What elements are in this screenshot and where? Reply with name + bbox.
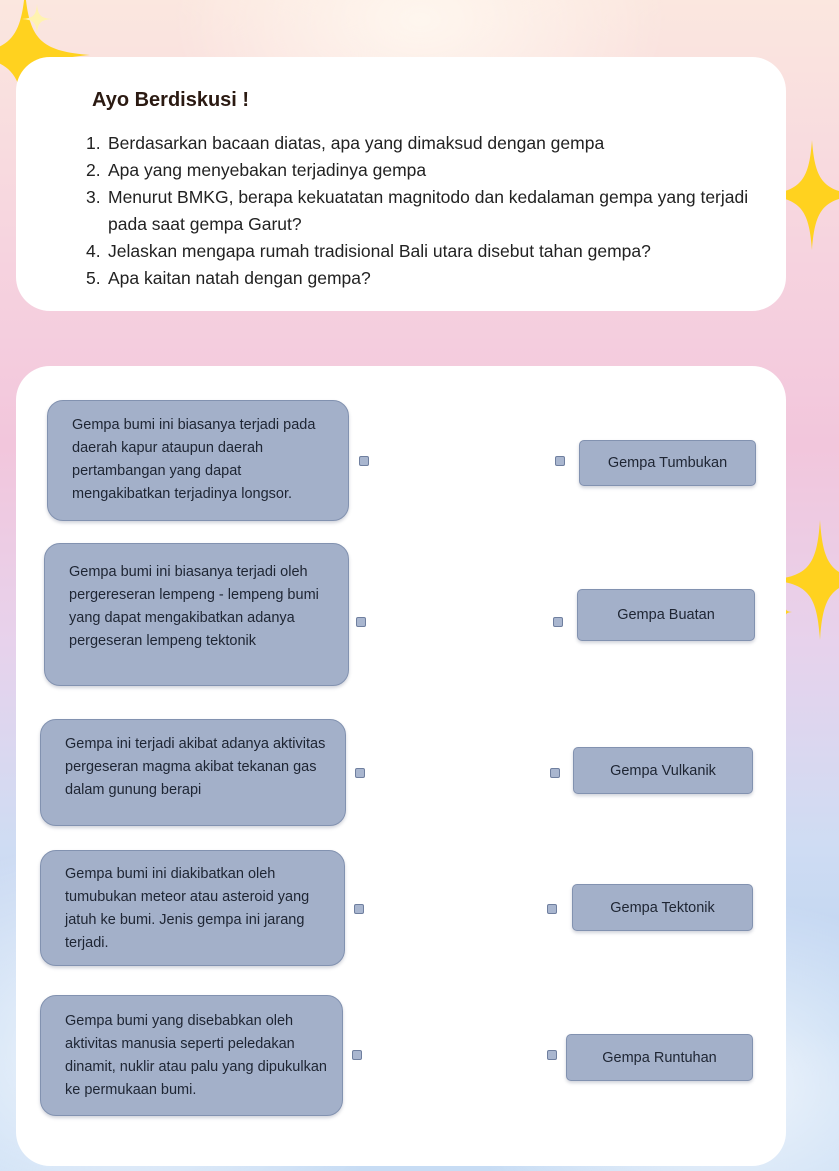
discussion-title: Ayo Berdiskusi ! [92, 89, 250, 111]
question-card [16, 57, 786, 311]
answer-box: Gempa Vulkanik [573, 747, 753, 794]
connector-dot-left[interactable] [359, 456, 369, 466]
question-item: 2. Apa yang menyebakan terjadinya gempa [86, 160, 427, 180]
connector-dot-left[interactable] [355, 768, 365, 778]
connector-dot-left[interactable] [352, 1050, 362, 1060]
connector-dot-left[interactable] [354, 904, 364, 914]
answer-box: Gempa Tumbukan [579, 440, 756, 486]
connector-dot-right[interactable] [547, 1050, 557, 1060]
question-item: 3. Menurut BMKG, berapa kekuatatan magnitodo dan kedalaman gempa yang terjadi pada saat gempa Garut? [86, 187, 749, 234]
question-list [86, 130, 766, 292]
connector-dot-right[interactable] [547, 904, 557, 914]
connector-dot-right[interactable] [550, 768, 560, 778]
connector-dot-right[interactable] [553, 617, 563, 627]
description-box: Gempa bumi ini biasanya terjadi pada daerah kapur ataupun daerah pertambangan yang dapat mengakibatkan terjadinya longsor. [47, 400, 349, 521]
description-box: Gempa bumi yang disebabkan oleh aktivitas manusia seperti peledakan dinamit, nuklir atau palu yang dipukulkan ke permukaan bumi. [40, 995, 343, 1116]
connector-dot-right[interactable] [555, 456, 565, 466]
description-box: Gempa ini terjadi akibat adanya aktivitas pergeseran magma akibat tekanan gas dalam gunung berapi [40, 719, 346, 826]
description-box: Gempa bumi ini diakibatkan oleh tumubukan meteor atau asteroid yang jatuh ke bumi. Jenis gempa ini jarang terjadi. [40, 850, 345, 966]
connector-dot-left[interactable] [356, 617, 366, 627]
answer-box: Gempa Tektonik [572, 884, 753, 931]
answer-box: Gempa Runtuhan [566, 1034, 753, 1081]
question-item: 5. Apa kaitan natah dengan gempa? [86, 268, 371, 288]
question-item: 4. Jelaskan mengapa rumah tradisional Bali utara disebut tahan gempa? [86, 241, 651, 261]
description-box: Gempa bumi ini biasanya terjadi oleh pergereseran lempeng - lempeng bumi yang dapat mengakibatkan adanya pergeseran lempeng tektonik [44, 543, 349, 686]
answer-box: Gempa Buatan [577, 589, 755, 641]
sparkle-icon [22, 4, 52, 34]
question-item: 1. Berdasarkan bacaan diatas, apa yang dimaksud dengan gempa [86, 133, 605, 153]
